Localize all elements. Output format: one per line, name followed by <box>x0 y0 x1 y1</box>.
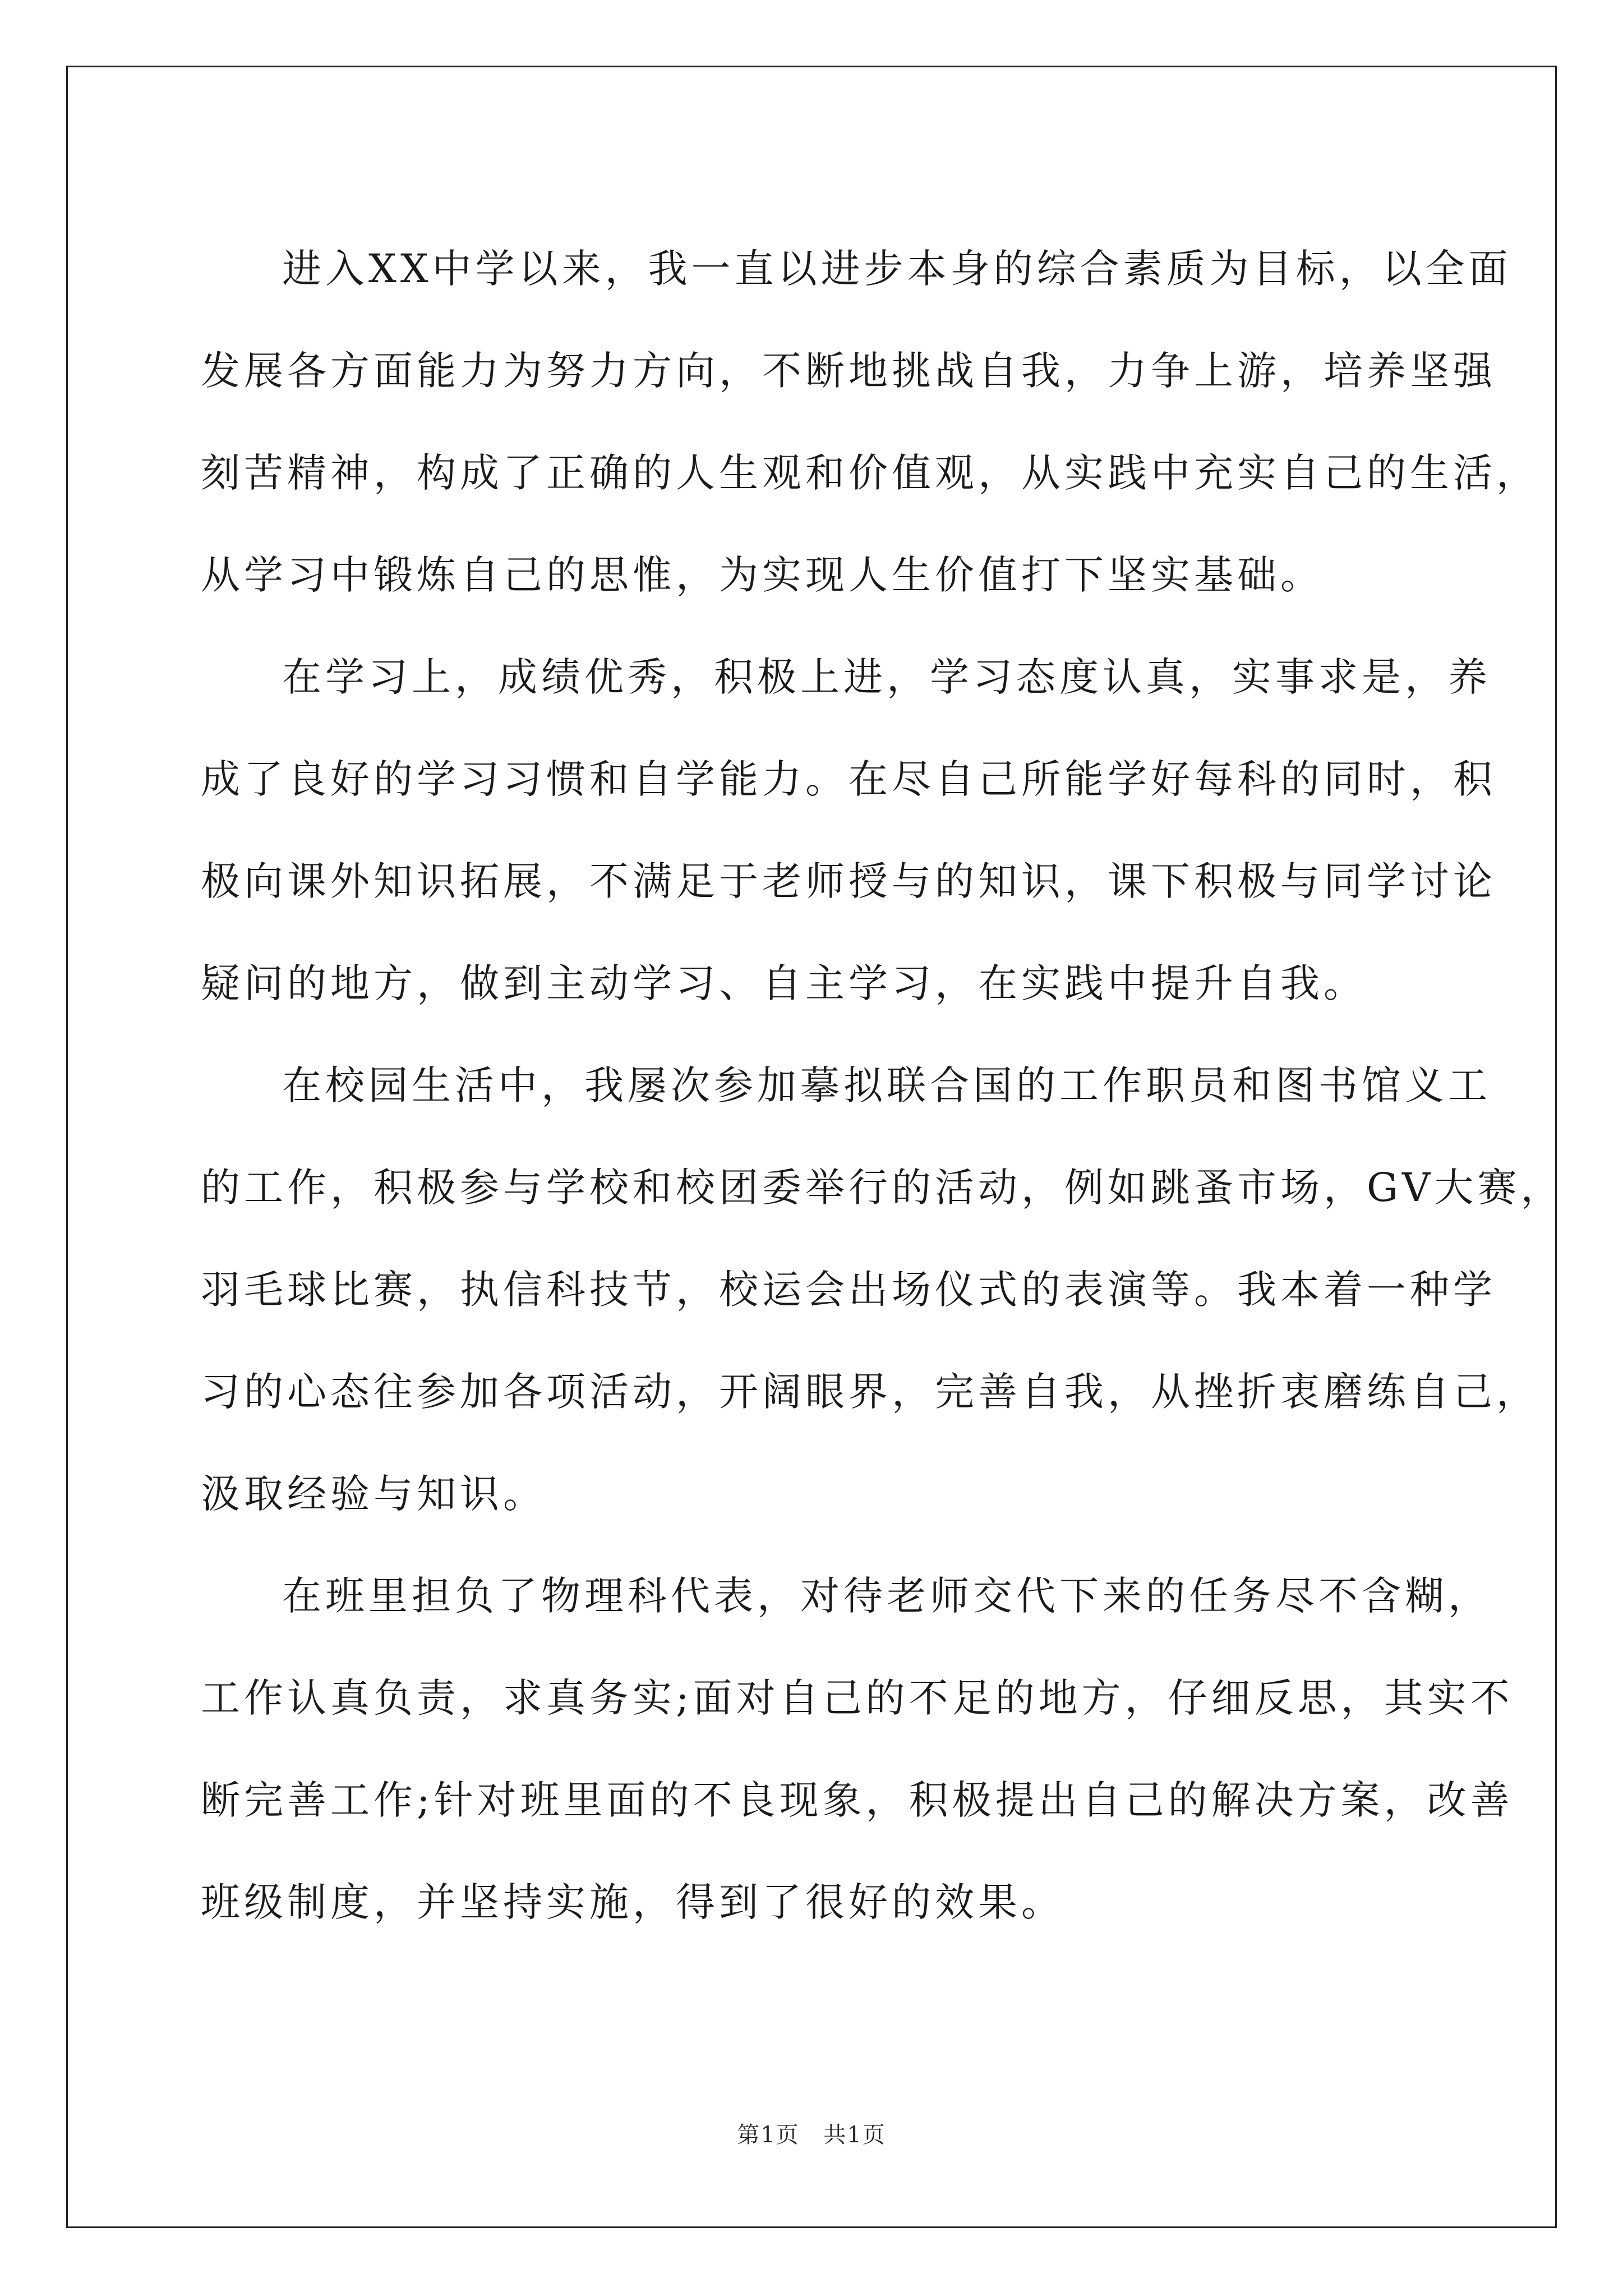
paragraph-2 <box>201 626 1496 1034</box>
text-line: 班级制度，并坚持实施，得到了很好的效果。 <box>201 1879 1064 1925</box>
text-line: 疑问的地方，做到主动学习、自主学习，在实践中提升自我。 <box>201 960 1367 1006</box>
page-number: 第1页 <box>737 2122 800 2148</box>
text-line: 断完善工作;针对班里面的不良现象，积极提出自己的解决方案，改善 <box>201 1777 1514 1823</box>
text-line: 在学习上，成绩优秀，积极上进，学习态度认真，实事求是，养 <box>282 654 1491 700</box>
text-line: 习的心态往参加各项活动，开阔眼界，完善自我，从挫折衷磨练自己， <box>201 1369 1539 1415</box>
text-line: 汲取经验与知识。 <box>201 1471 546 1517</box>
text-line: 在班里担负了物理科代表，对待老师交代下来的任务尽不含糊， <box>282 1573 1491 1619</box>
paragraph-1 <box>201 218 1539 626</box>
text-line: 的工作，积极参与学校和校团委举行的活动，例如跳蚤市场，GV大赛， <box>201 1165 1564 1211</box>
paragraph-4 <box>201 1545 1514 1953</box>
text-line: 工作认真负责，求真务实;面对自己的不足的地方，仔细反思，其实不 <box>201 1675 1514 1721</box>
text-line: 羽毛球比赛，执信科技节，校运会出场仪式的表演等。我本着一种学 <box>201 1267 1496 1313</box>
document-body <box>201 218 1564 1953</box>
text-line: 成了良好的学习习惯和自学能力。在尽自己所能学好每科的同时，积 <box>201 756 1496 802</box>
text-line: 在校园生活中，我屡次参加摹拟联合国的工作职员和图书馆义工 <box>282 1062 1491 1108</box>
text-line: 从学习中锻炼自己的思惟，为实现人生价值打下坚实基础。 <box>201 552 1324 598</box>
text-line: 发展各方面能力为努力方向，不断地挑战自我，力争上游，培养坚强 <box>201 348 1496 394</box>
paragraph-3 <box>201 1034 1564 1545</box>
page-footer <box>0 2117 1623 2149</box>
page-total: 共1页 <box>823 2122 886 2148</box>
text-line: 进入XX中学以来，我一直以进步本身的综合素质为目标，以全面 <box>282 246 1512 292</box>
text-line: 刻苦精神，构成了正确的人生观和价值观，从实践中充实自己的生活， <box>201 450 1539 496</box>
text-line: 极向课外知识拓展，不满足于老师授与的知识，课下积极与同学讨论 <box>201 858 1496 904</box>
